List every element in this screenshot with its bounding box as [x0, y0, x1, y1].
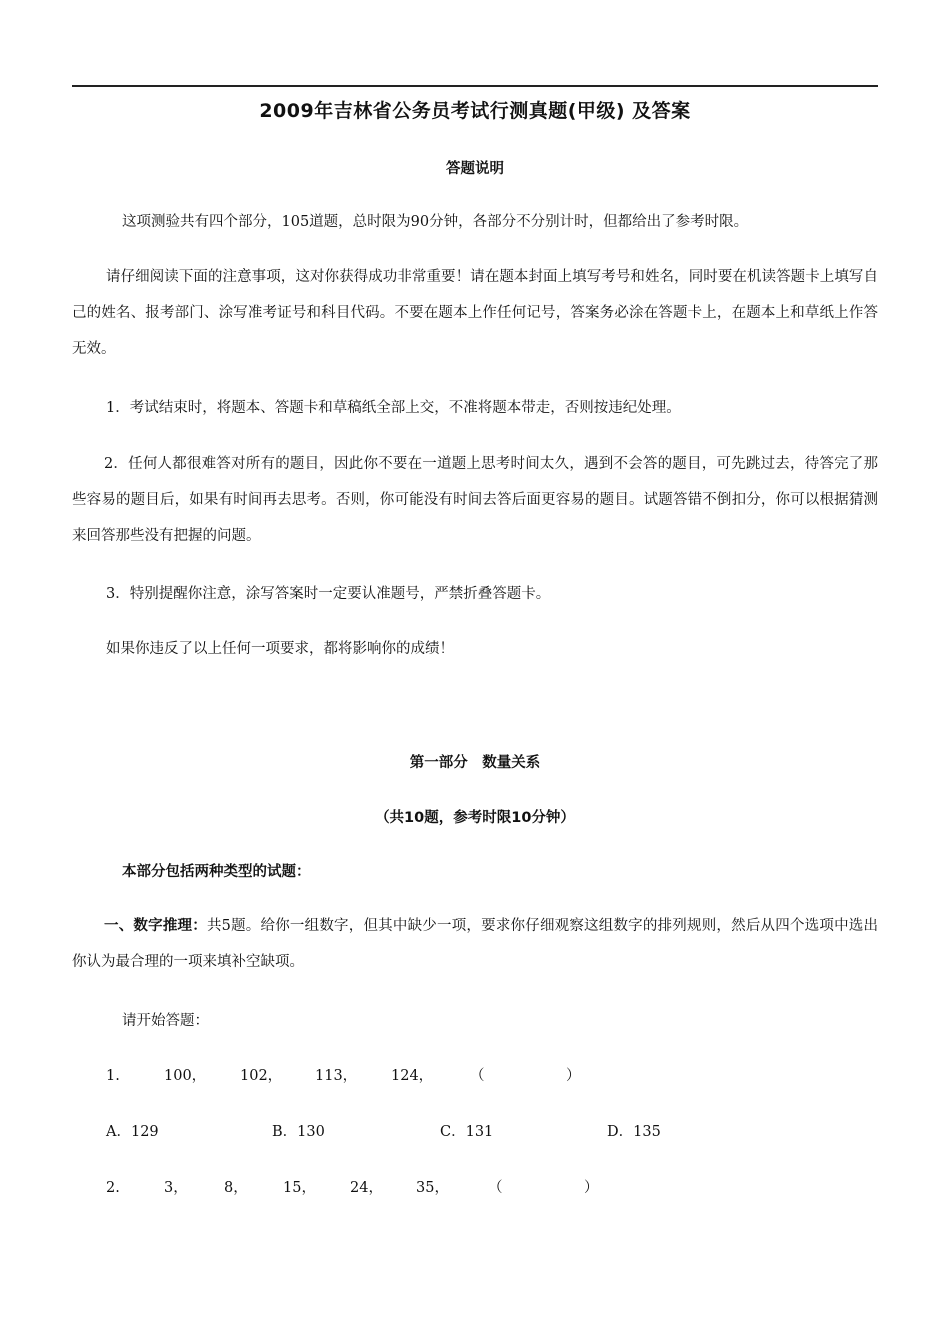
answer-blank-close: ） — [584, 1180, 599, 1196]
sequence-term: 3， — [164, 1180, 188, 1196]
sequence-term: 35， — [416, 1180, 449, 1196]
question-number: 1. — [106, 1068, 120, 1084]
option-d[interactable]: D．135 — [607, 1124, 661, 1140]
instructions-heading: 答题说明 — [446, 161, 504, 177]
option-b[interactable]: B．130 — [272, 1124, 325, 1140]
header-rule — [72, 85, 878, 87]
rule-2: 2．任何人都很难答对所有的题目，因此你不要在一道题上思考时间太久，遇到不会答的题目，可先跳过去，待答完了那些容易的题目后，如果有时间再去思考。否则，你可能没有时间去答后面更容易的题目。试题答错不倒扣分，你可以根据猜测来回答那些没有把握的问题。 — [72, 456, 878, 544]
type1-text: 共5题。给你一组数字，但其中缺少一项，要求你仔细观察这组数字的排列规则，然后从四个选项中选出你认为最合理的一项来填补空缺项。 — [72, 918, 878, 970]
intro-paragraph: 这项测验共有四个部分，105道题，总时限为90分钟，各部分不分别计时，但都给出了参考时限。 — [122, 214, 749, 230]
option-a[interactable]: A．129 — [106, 1124, 159, 1140]
page-title: 2009年吉林省公务员考试行测真题(甲级) 及答案 — [259, 100, 691, 122]
sequence-term: 100， — [164, 1068, 207, 1084]
types-intro: 本部分包括两种类型的试题： — [122, 864, 311, 880]
rule-3: 3．特别提醒你注意，涂写答案时一定要认准题号，严禁折叠答题卡。 — [106, 586, 551, 602]
answer-blank-open: （ — [470, 1068, 485, 1084]
answer-blank-open: （ — [488, 1180, 503, 1196]
sequence-term: 124， — [391, 1068, 434, 1084]
notice-paragraph: 请仔细阅读下面的注意事项，这对你获得成功非常重要！请在题本封面上填写考号和姓名，同时要在机读答题卡上填写自己的姓名、报考部门、涂写准考证号和科目代码。不要在题本上作任何记号，答案务必涂在答题卡上，在题本上和草纸上作答无效。 — [72, 269, 878, 357]
sequence-term: 24， — [350, 1180, 383, 1196]
warning-text: 如果你违反了以上任何一项要求，都将影响你的成绩！ — [106, 641, 454, 657]
answer-blank-close: ） — [566, 1068, 581, 1084]
rule-1: 1．考试结束时，将题本、答题卡和草稿纸全部上交，不准将题本带走，否则按违纪处理。 — [106, 400, 681, 416]
section-heading: 第一部分 数量关系 — [409, 755, 541, 771]
sequence-term: 102， — [240, 1068, 283, 1084]
question-number: 2. — [106, 1180, 120, 1196]
sequence-term: 15， — [283, 1180, 316, 1196]
option-c[interactable]: C．131 — [440, 1124, 494, 1140]
type1-paragraph — [72, 908, 878, 980]
type1-label: 一、数字推理： — [104, 918, 207, 934]
sequence-term: 8， — [224, 1180, 248, 1196]
sequence-term: 113， — [315, 1068, 358, 1084]
start-prompt: 请开始答题： — [122, 1013, 209, 1029]
section-subheading: （共10题，参考时限10分钟） — [375, 810, 575, 826]
